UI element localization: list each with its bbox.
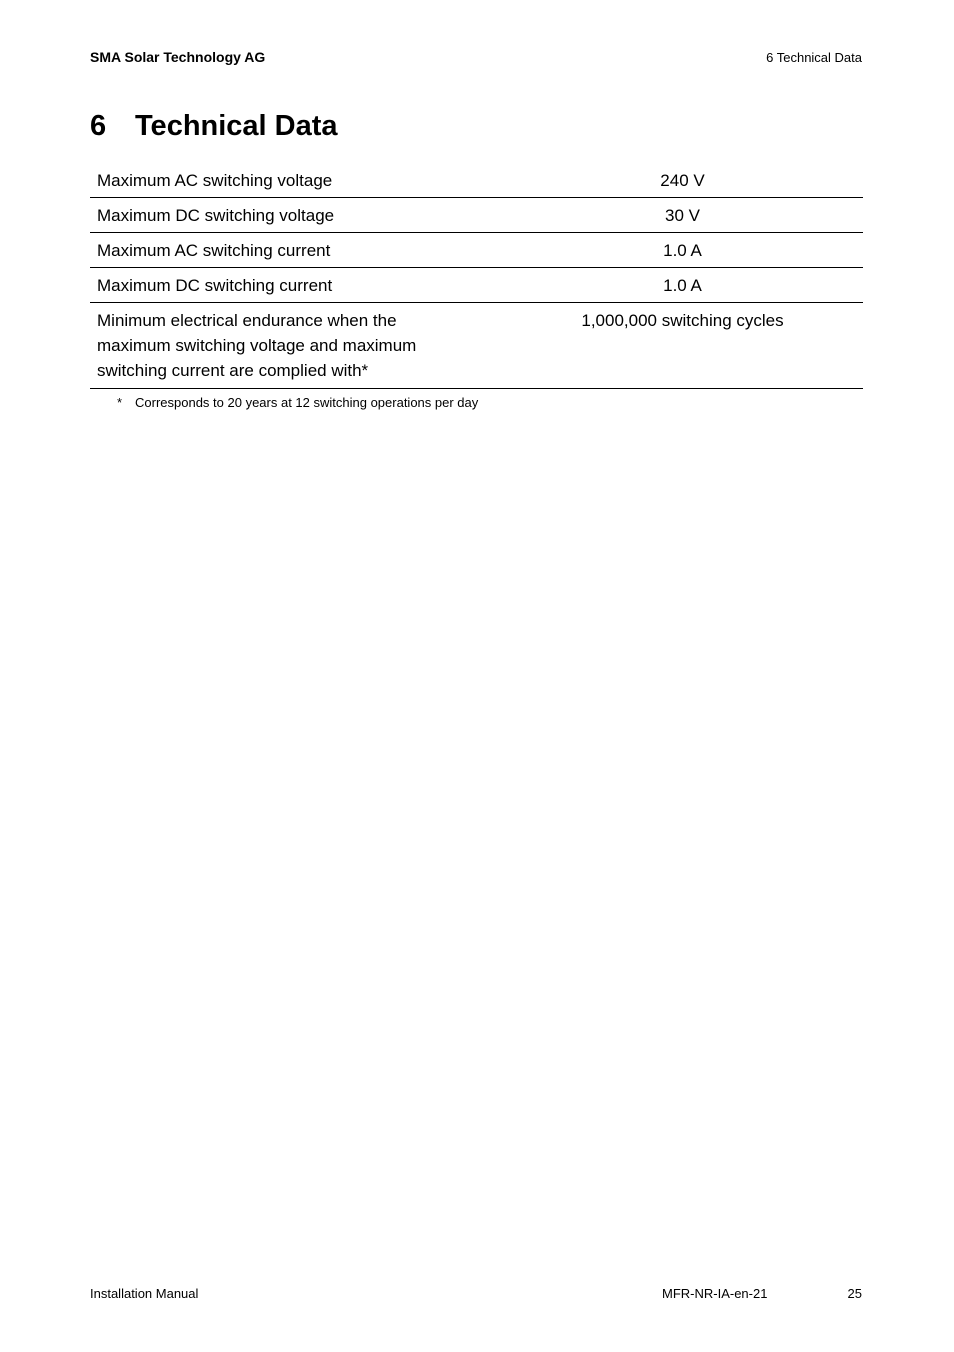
technical-data-table xyxy=(90,163,863,389)
value-cell: 1.0 A xyxy=(542,268,863,303)
section-title: Technical Data xyxy=(135,110,338,142)
table-row xyxy=(90,303,863,389)
footer-code: MFR-NR-IA-en-21 xyxy=(662,1286,768,1301)
parameter-text: Minimum electrical endurance when the maximum switching voltage and maximum switching current are complied with* xyxy=(97,311,417,380)
section-number: 6 xyxy=(90,110,107,142)
parameter-cell: Maximum AC switching voltage xyxy=(90,163,542,198)
parameter-cell: Maximum DC switching voltage xyxy=(90,198,542,233)
footnote xyxy=(117,395,478,410)
footer-document: Installation Manual xyxy=(90,1286,199,1301)
footnote-mark: * xyxy=(117,395,123,410)
table-row xyxy=(90,233,863,268)
value-cell: 240 V xyxy=(542,163,863,198)
header-section: 6 Technical Data xyxy=(766,50,862,65)
table-row xyxy=(90,268,863,303)
parameter-cell xyxy=(90,303,542,389)
header-company: SMA Solar Technology AG xyxy=(90,49,266,65)
footnote-text: Corresponds to 20 years at 12 switching operations per day xyxy=(135,395,479,410)
page-title xyxy=(90,110,338,143)
value-cell: 30 V xyxy=(542,198,863,233)
table-row xyxy=(90,163,863,198)
value-cell: 1.0 A xyxy=(542,233,863,268)
page-number: 25 xyxy=(847,1286,862,1301)
parameter-cell: Maximum AC switching current xyxy=(90,233,542,268)
table-row xyxy=(90,198,863,233)
value-cell: 1,000,000 switching cycles xyxy=(542,303,863,389)
parameter-cell: Maximum DC switching current xyxy=(90,268,542,303)
